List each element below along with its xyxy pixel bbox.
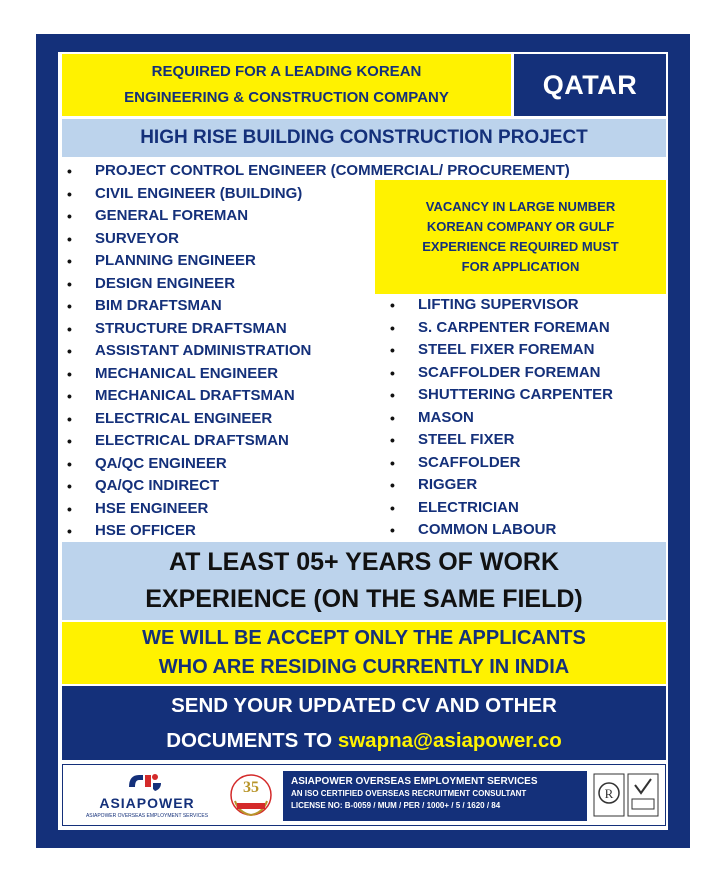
bullet-icon: • <box>390 499 395 516</box>
position-item <box>385 407 613 430</box>
certification-text: AN ISO CERTIFIED OVERSEAS RECRUITMENT CONSULTANT <box>291 789 527 798</box>
experience-line-2: EXPERIENCE (ON THE SAME FIELD) <box>145 585 583 613</box>
bullet-icon: • <box>67 320 72 337</box>
logo-tagline: ASIAPOWER OVERSEAS EMPLOYMENT SERVICES <box>85 813 209 819</box>
bullet-icon: • <box>390 432 395 448</box>
asiapower-logo <box>69 771 219 819</box>
project-title: HIGH RISE BUILDING CONSTRUCTION PROJECT <box>62 119 666 157</box>
anniversary-number: 35 <box>243 779 259 796</box>
position-label: SURVEYOR <box>95 229 179 247</box>
bullet-icon: • <box>390 342 395 358</box>
position-item <box>385 474 613 497</box>
header-line-1: REQUIRED FOR A LEADING KOREAN <box>151 63 422 80</box>
position-label: SHUTTERING CARPENTER <box>418 386 614 403</box>
position-label: QA/QC ENGINEER <box>95 454 227 472</box>
position-label: DESIGN ENGINEER <box>95 274 236 292</box>
bullet-icon: • <box>67 275 72 292</box>
bullet-icon: • <box>67 455 72 472</box>
position-label: MECHANICAL DRAFTSMAN <box>95 387 295 404</box>
position-item <box>385 452 613 475</box>
send-line-1: SEND YOUR UPDATED CV AND OTHER <box>171 694 557 717</box>
position-label: PROJECT CONTROL ENGINEER (COMMERCIAL/ PROCUREMENT) <box>95 162 570 179</box>
experience-banner <box>62 542 666 620</box>
license-text: LICENSE NO: B-0059 / MUM / PER / 1000+ / 5 / 1620 / 84 <box>291 801 501 810</box>
bullet-icon: • <box>67 388 72 404</box>
logo-name: ASIAPOWER <box>99 795 195 811</box>
position-label: ELECTRICIAN <box>418 498 519 516</box>
position-label: STEEL FIXER FOREMAN <box>418 341 595 358</box>
position-label: BIM DRAFTSMAN <box>95 297 222 314</box>
svg-text:R: R <box>604 786 614 801</box>
bullet-icon: • <box>67 253 72 269</box>
position-item <box>385 429 613 452</box>
vacancy-line-1: VACANCY IN LARGE NUMBER <box>425 199 616 214</box>
bullet-icon: • <box>67 298 72 314</box>
position-item <box>385 317 613 340</box>
bullet-icon: • <box>67 230 72 247</box>
position-label: CIVIL ENGINEER (BUILDING) <box>95 184 303 202</box>
bullet-icon: • <box>67 410 72 427</box>
position-label: ASSISTANT ADMINISTRATION <box>95 342 312 359</box>
header-line-2: ENGINEERING & CONSTRUCTION COMPANY <box>124 89 449 106</box>
bullet-icon: • <box>390 477 395 493</box>
send-cv-banner <box>62 686 666 760</box>
position-label: QA/QC INDIRECT <box>95 477 220 494</box>
position-label: HSE ENGINEER <box>95 499 209 517</box>
email-link[interactable]: swapna@asiapower.co <box>337 729 562 752</box>
send-prefix: DOCUMENTS TO <box>166 729 338 752</box>
bullet-icon: • <box>390 364 395 381</box>
experience-line-1: AT LEAST 05+ YEARS OF WORK <box>168 548 560 576</box>
bullet-icon: • <box>67 208 72 224</box>
right-position-list <box>385 294 613 542</box>
residency-line-1: WE WILL BE ACCEPT ONLY THE APPLICANTS <box>142 627 586 649</box>
bullet-icon: • <box>67 365 72 382</box>
position-label: RIGGER <box>418 476 478 493</box>
bullet-icon: • <box>67 433 72 449</box>
position-item <box>385 384 613 407</box>
position-label: S. CARPENTER FOREMAN <box>418 318 610 336</box>
position-item <box>385 497 613 520</box>
position-label: MASON <box>418 408 474 426</box>
position-label: STRUCTURE DRAFTSMAN <box>95 319 287 337</box>
position-label: COMMON LABOUR <box>418 521 557 538</box>
position-item <box>385 362 613 385</box>
position-label: HSE OFFICER <box>95 522 196 539</box>
vacancy-line-4: FOR APPLICATION <box>461 259 580 274</box>
company-info <box>283 771 587 821</box>
bullet-icon: • <box>390 454 395 471</box>
residency-line-2: WHO ARE RESIDING CURRENTLY IN INDIA <box>158 656 570 678</box>
bullet-icon: • <box>67 500 72 517</box>
position-label: PLANNING ENGINEER <box>95 252 256 269</box>
iso-certification-icon <box>593 773 659 817</box>
company-name: ASIAPOWER OVERSEAS EMPLOYMENT SERVICES <box>291 776 538 787</box>
position-label: ELECTRICAL ENGINEER <box>95 409 273 427</box>
asiapower-logo-icon <box>69 771 219 793</box>
residency-banner <box>62 622 666 684</box>
header-banner <box>62 54 511 116</box>
bullet-icon: • <box>67 478 72 494</box>
position-label: STEEL FIXER <box>418 431 515 448</box>
position-label: LIFTING SUPERVISOR <box>418 296 579 313</box>
position-item <box>385 519 613 542</box>
bullet-icon: • <box>67 523 72 539</box>
bullet-icon: • <box>390 387 395 403</box>
iso-badges <box>593 773 659 817</box>
vacancy-line-3: EXPERIENCE REQUIRED MUST <box>422 239 619 254</box>
bullet-icon: • <box>67 343 72 359</box>
anniversary-seal <box>223 771 279 821</box>
position-label: ELECTRICAL DRAFTSMAN <box>95 432 289 449</box>
bullet-icon: • <box>390 522 395 538</box>
position-label: GENERAL FOREMAN <box>95 207 249 224</box>
send-line-2 <box>166 723 562 758</box>
vacancy-notice <box>375 180 666 294</box>
bullet-icon: • <box>390 319 395 336</box>
position-item <box>385 339 613 362</box>
vacancy-line-2: KOREAN COMPANY OR GULF <box>426 219 615 234</box>
footer <box>62 764 666 826</box>
bullet-icon: • <box>390 409 395 426</box>
bullet-icon: • <box>67 163 72 179</box>
position-label: MECHANICAL ENGINEER <box>95 364 279 382</box>
bullet-icon: • <box>67 185 72 202</box>
country-badge: QATAR <box>514 54 666 116</box>
position-label: SCAFFOLDER FOREMAN <box>418 363 601 381</box>
bullet-icon: • <box>390 297 395 313</box>
position-label: SCAFFOLDER <box>418 453 521 471</box>
position-item <box>385 294 613 317</box>
